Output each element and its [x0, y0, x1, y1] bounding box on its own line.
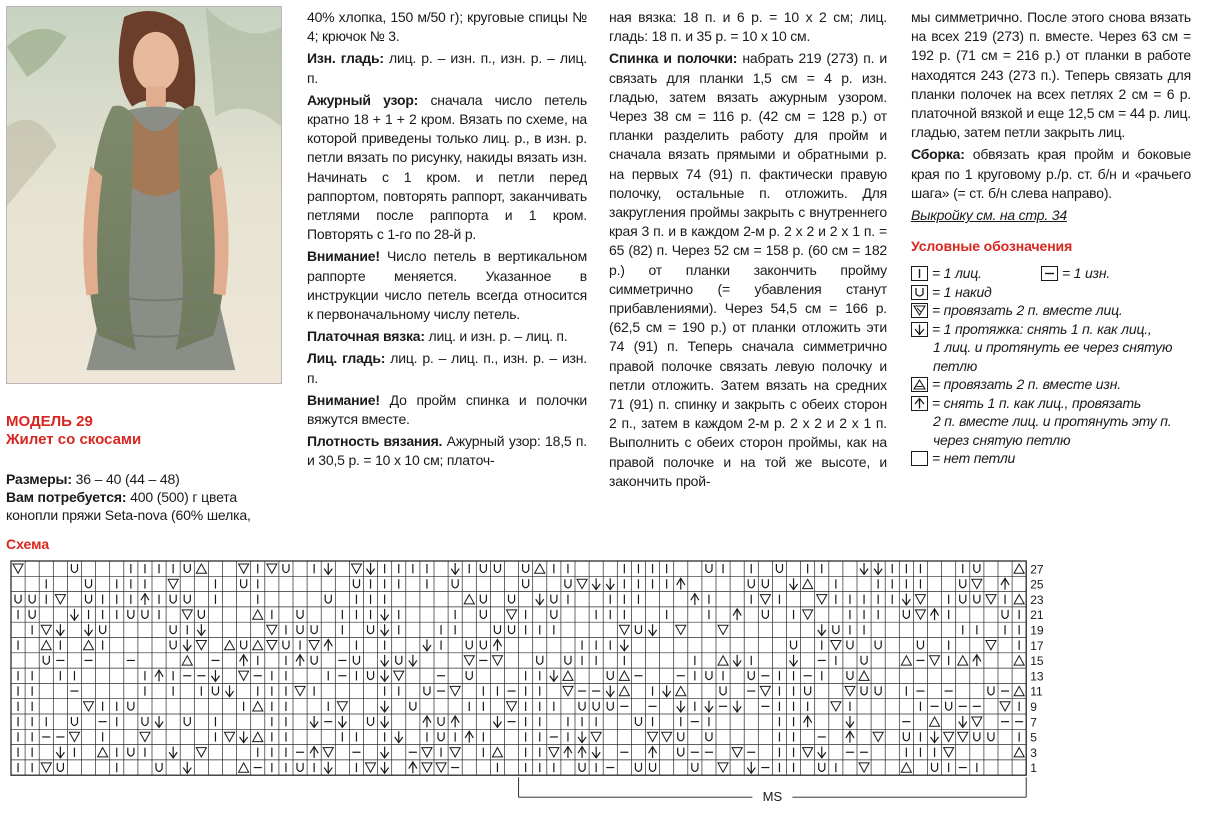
legend-cdd-line-3: через снятую петлю [933, 431, 1071, 448]
instructions-column-4 [911, 8, 1191, 468]
model-meta [6, 470, 286, 524]
stockinette-paragraph: Лиц. гладь: лиц. р. – лиц. п., изн. р. – изн. п. [307, 350, 587, 386]
reverse-stockinette-paragraph: Изн. гладь: лиц. р. – изн. п., изн. р. – лиц. п. [307, 50, 587, 86]
rapport-label: MS [762, 789, 783, 805]
attention-paragraph-1: Внимание! Число петель в вертикальном раппорте меняется. Указанное в инструкции число петель всегда относится к первоначальному числу петель. [307, 248, 587, 323]
gauge-continued: ная вязка: 18 п. и 6 р. = 10 х 2 см; лиц. гладь: 18 п. и 35 р. = 10 х 10 см. [609, 9, 887, 45]
instructions-column-2 [307, 8, 587, 474]
armhole-continued: мы симметрично. После этого снова вязать на всех 219 (273) п. вместе. Через 63 см = 192 р. (71 см = 216 р.) от планки в работе находятся 243 (273 п.). Теперь связать для планки полочек на всех петлях 2 см = 6 р. платочной вязкой и еще 12,5 см = 44 р. лиц. гладью, затем петли закрыть лиц. [911, 9, 1191, 141]
legend-p2tog: = провязать 2 п. вместе изн. [911, 375, 1191, 394]
scheme-label: Схема [6, 536, 50, 552]
cdd-symbol-icon [911, 396, 928, 411]
yarn-over-symbol-icon [911, 285, 928, 300]
instructions-column-3 [609, 8, 887, 494]
legend-ssk-line-3: петлю [933, 357, 978, 374]
chart-row-label: 13 [1030, 669, 1044, 684]
model-photo-image [7, 7, 281, 383]
no-stitch-symbol-icon [911, 451, 928, 466]
purl-symbol-icon [1041, 266, 1058, 281]
materials-value: 400 (500) г цвета конопли пряжи Seta-nova (60% шелка, [6, 489, 251, 523]
knitting-chart-grid [8, 558, 1215, 808]
chart-row-label: 1 [1030, 761, 1037, 776]
chart-row-label: 27 [1030, 562, 1044, 577]
assembly-paragraph: Сборка: обвязать края пройм и боковые края по 1 круговому р./р. ст. б/н и «рачьего шага» (= ст. б/н слева направо). [911, 146, 1191, 201]
chart-row-label: 7 [1030, 715, 1037, 730]
k2tog-symbol-icon [911, 303, 928, 318]
chart-row-label: 19 [1030, 623, 1044, 638]
chart-row-label: 11 [1030, 684, 1043, 699]
materials-continued: 40% хлопка, 150 м/50 г); круговые спицы № 4; крючок № 3. [307, 9, 587, 45]
materials-line [6, 488, 286, 524]
lace-pattern-paragraph: Ажурный узор: сначала число петель кратно 18 + 1 + 2 кром. Вязать по схеме, на которой приведены только лиц. р., в изн. р. петли вязать по рисунку, накиды вязать изн. Начинать с 1 кром. и петли перед раппортом, повторять раппорт, заканчивать петлями после раппорта и 1 кром. Повторять с 1-го по 28-й р. [307, 91, 587, 243]
sizes-line [6, 470, 286, 488]
legend-purl: = 1 изн. [1041, 264, 1171, 283]
chart-row-label: 9 [1030, 700, 1037, 714]
legend-cdd: = снять 1 п. как лиц., провязать [911, 394, 1191, 413]
chart-row-label: 5 [1030, 730, 1037, 745]
knit-symbol-icon [911, 266, 928, 281]
materials-label: Вам потребуется: [6, 489, 127, 505]
legend-yarn-over: = 1 накид [911, 283, 1191, 302]
model-name: Жилет со скосами [6, 431, 142, 448]
legend-k2tog: = провязать 2 п. вместе лиц. [911, 301, 1191, 320]
legend-no-stitch: = нет петли [911, 449, 1191, 468]
legend-ssk-line-2: 1 лиц. и протянуть ее через снятую [933, 339, 1173, 356]
back-and-fronts-paragraph: Спинка и полочки: набрать 219 (273) п. и связать для планки 1,5 см = 4 р. изн. гладью, затем вязать ажурным узором. Через 38 см = 116 р. (42 см = 128 р.) от планки разделить работу для пройм и сначала вязать прямыми и обратными р. на первых 74 (91) п. фактически правую полочку, остальные п. отложить. Для закругления проймы закрыть с внутреннего края 3 п. и в каждом 2-м р. 2 х 2 и 2 х 1 п. = 65 (82) п. Через 52 см = 158 р. (60 см = 182 р.) от планки закончить пройму симметрично (= убавления станут прибавлениями). Через 54,5 см = 166 р. (62,5 см = 190 р.) от планки отложить эти 74 (91) п. Теперь сначала симметрично правой полочке связать левую полочку и петли отложить. Затем вязать на средних 71 (91) п. спинку и закрыть с обеих сторон 2 п., затем в каждом 2-м р. 2 х 2 и 2 х 1 п. Выполнить с обеих сторон проймы, как на правой полочке и на той же высоте, и закончить прой- [609, 50, 887, 489]
p2tog-symbol-icon [911, 377, 928, 392]
chart-gridlines [11, 561, 1026, 775]
garter-stitch-paragraph: Платочная вязка: лиц. и изн. р. – лиц. п. [307, 328, 568, 345]
attention-paragraph-2: Внимание! До пройм спинка и полочки вяжутся вместе. [307, 391, 587, 428]
gauge-paragraph: Плотность вязания. Ажурный узор: 18,5 п. и 30,5 р. = 10 х 10 см; платоч- [307, 433, 587, 469]
chart-row-label: 15 [1030, 654, 1044, 669]
chart-row-label: 23 [1030, 592, 1044, 607]
legend-ssk: = 1 протяжка: снять 1 п. как лиц., [911, 320, 1191, 339]
model-heading [6, 413, 286, 449]
model-number: МОДЕЛЬ 29 [6, 413, 93, 430]
ssk-symbol-icon [911, 322, 928, 337]
chart-row-label: 25 [1030, 577, 1044, 592]
chart-row-label: 21 [1030, 608, 1044, 623]
legend-knit: = 1 лиц. [911, 264, 1041, 283]
pattern-link[interactable]: Выкройку см. на стр. 34 [911, 207, 1067, 224]
knitting-chart [8, 558, 1215, 808]
legend [911, 264, 1191, 468]
chart-row-label: 3 [1030, 745, 1037, 760]
chart-row-label: 17 [1030, 638, 1044, 653]
model-photo [6, 6, 282, 384]
sizes-value: 36 – 40 (44 – 48) [71, 471, 180, 487]
sizes-label: Размеры: [6, 471, 72, 487]
legend-cdd-line-2: 2 п. вместе лиц. и протянуть эту п. [933, 413, 1172, 430]
legend-title: Условные обозначения [911, 238, 1073, 255]
